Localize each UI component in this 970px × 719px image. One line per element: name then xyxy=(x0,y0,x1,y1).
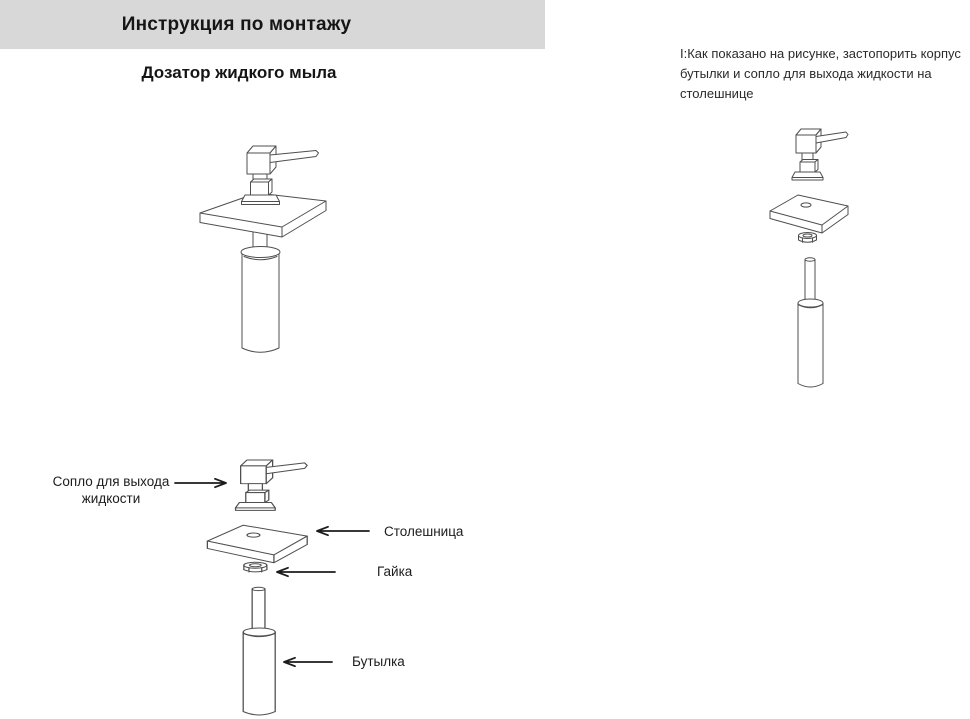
nozzle-label: Сопло для выхода жидкости xyxy=(52,474,170,506)
arrow-right-icon xyxy=(172,477,230,489)
arrow-left-icon xyxy=(281,656,335,668)
header-bar xyxy=(0,0,545,49)
instruction-note: I:Как показано на рисунке, застопорить корпус бутылки и сопло для выхода жидкости на столешнице xyxy=(680,46,961,101)
arrow-left-icon xyxy=(314,525,372,537)
bottle-body xyxy=(242,254,279,352)
bottle-label: Бутылка xyxy=(352,654,405,669)
pump-flange xyxy=(242,195,280,202)
page-title: Инструкция по монтажу xyxy=(121,13,352,35)
exploded-dispenser-figure xyxy=(758,125,858,390)
pump-head-front xyxy=(247,153,270,174)
assembled-dispenser-figure xyxy=(195,138,335,363)
pump-spout xyxy=(270,151,319,163)
nut-label: Гайка xyxy=(377,564,413,579)
bottle-rim xyxy=(241,247,280,258)
countertop-label: Столешница xyxy=(384,524,464,539)
page-subtitle: Дозатор жидкого мыла xyxy=(141,63,337,82)
arrow-left-icon xyxy=(274,566,338,578)
labeled-exploded-dispenser-figure xyxy=(192,456,320,718)
